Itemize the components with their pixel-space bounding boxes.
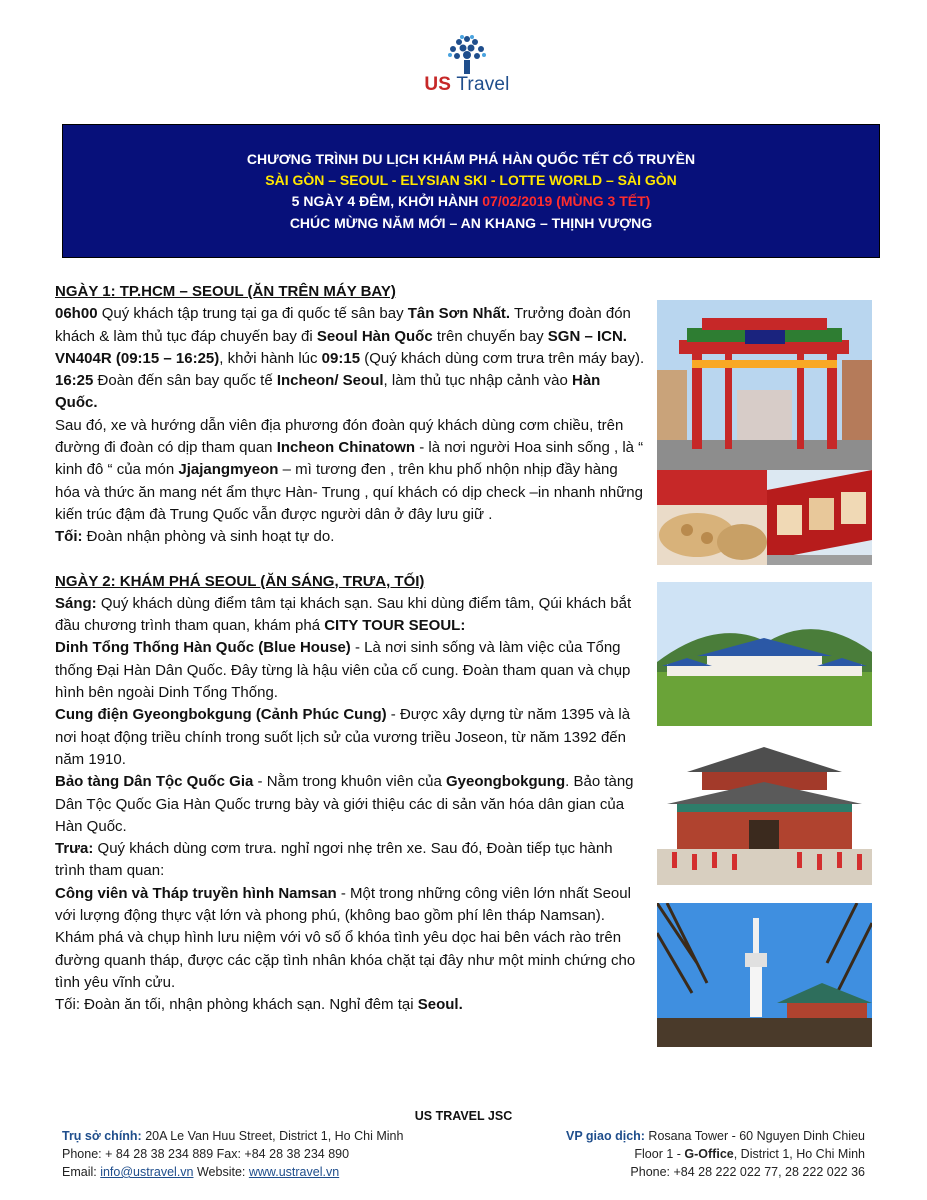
branch-office-phone: Phone: +84 28 222 022 77, 28 222 022 36 — [630, 1165, 865, 1179]
day2-paragraph-3: Cung điện Gyeongbokgung (Cảnh Phúc Cung) - Được xây dựng từ năm 1395 và là nơi hoạt động triều chính trong suốt lịch sử của vương triều Joseon, từ năm 1392 đến năm 1910. — [55, 706, 631, 768]
website-link[interactable]: www.ustravel.vn — [248, 1165, 340, 1179]
blue-house-photo — [657, 582, 872, 726]
day1-paragraph-2: 16:25 Đoàn đến sân bay quốc tế Incheon/ Seoul, làm thủ tục nhập cảnh vào Hàn Quốc. — [55, 372, 601, 412]
day2-paragraph-2: Dinh Tổng Thống Hàn Quốc (Blue House) - Là nơi sinh sống và làm việc của Tổng thống Đại Hàn Dân Quốc. Đây từng là hậu viên của cố cung. Đoàn tham quan và chụp hình bên ngoài Dinh Tổng Thống. — [55, 639, 631, 702]
day2-paragraph-7: Khám phá và chụp hình lưu niệm với vô số ổ khóa tình yêu dọc hai bên vách rào trên đường quanh tháp, được các cặp tình nhân khóa chặt tại đây như một minh chứng cho tình yêu vĩnh cửu. — [55, 929, 636, 991]
us-travel-logo — [412, 32, 522, 102]
day2-paragraph-5: Trưa: Quý khách dùng cơm trưa. nghỉ ngơi nhẹ trên xe. Sau đó, Đoàn tiếp tục hành trình tham quan: — [55, 840, 613, 880]
day1-paragraph-1: 06h00 Quý khách tập trung tại ga đi quốc tế sân bay Tân Sơn Nhất. Trưởng đoàn đón khách & làm thủ tục đáp chuyến bay đi Seoul Hàn Quốc trên chuyến bay SGN – ICN. VN404R (09:15 – 16:25), khởi hành lúc 09:15 (Quý khách dùng cơm trưa trên máy bay). — [55, 305, 645, 367]
branch-office-info: VP giao dịch: Rosana Tower - 60 Nguyen Dinh Chieu Floor 1 - G-Office, District 1, Ho Chi Minh Phone: +84 28 222 022 77, 28 222 022 36 — [566, 1129, 865, 1179]
head-office-info: Trụ sở chính: 20A Le Van Huu Street, District 1, Ho Chi Minh Phone: + 84 28 38 234 889 Fax: +84 28 38 234 890 Email: info@ustravel.vn Website: www.ustravel.vn — [62, 1129, 404, 1179]
departure-date: 07/02/2019 (MÙNG 3 TẾT) — [482, 193, 651, 209]
day2-paragraph-4: Bảo tàng Dân Tộc Quốc Gia - Nằm trong khuôn viên của Gyeongbokgung. Bảo tàng Dân Tộc Quốc Gia Hàn Quốc trưng bày và giới thiệu các di sản văn hóa dân gian của Hàn Quốc. — [55, 773, 634, 835]
jjajangmyeon-food-photo — [657, 470, 767, 565]
banner-line-1: CHƯƠNG TRÌNH DU LỊCH KHÁM PHÁ HÀN QUỐC TẾT CỔ TRUYỀN — [246, 151, 696, 167]
gyeongbokgung-palace-photo — [657, 742, 872, 885]
chinatown-street-photo — [767, 470, 872, 565]
day1-paragraph-4: Tối: Đoàn nhận phòng và sinh hoạt tự do. — [55, 528, 335, 546]
day1-paragraph-3: Sau đó, xe và hướng dẫn viên địa phương đón đoàn quý khách dùng cơm chiều, trên đường đi đoàn có dịp tham quan Incheon Chinatown - là nơi người Hoa sinh sống , là “ kinh đô “ của món Jjajangmyeon – mì tương đen , trên khu phố nhộn nhịp đầy hàng hóa và thức ăn mang nét ẩm thực Hàn- Trung , quí khách có dịp check –in nhanh những kiến trúc đậm đà Trung Quốc vẫn được người dân ở đây lưu giữ . — [55, 416, 644, 523]
itinerary-content — [55, 281, 645, 1017]
day2-paragraph-1: Sáng: Quý khách dùng điểm tâm tại khách sạn. Sau khi dùng điểm tâm, Qúi khách bắt đầu chương trình tham quan, khám phá CITY TOUR SEOUL: — [55, 594, 632, 635]
day2-paragraph-6: Công viên và Tháp truyền hình Namsan - Một trong những công viên lớn nhất Seoul với lượng động thực vật lớn và phong phú, (không bao gồm phí lên tháp Namsan). — [55, 884, 631, 925]
banner-greeting: CHÚC MỪNG NĂM MỚI – AN KHANG – THỊNH VƯỢNG — [289, 215, 653, 231]
banner-route: SÀI GÒN – SEOUL - ELYSIAN SKI - LOTTE WORLD – SÀI GÒN — [265, 172, 677, 188]
chinatown-gate-photo — [657, 300, 872, 470]
head-office-phone: Phone: + 84 28 38 234 889 Fax: +84 28 38 234 890 — [62, 1147, 350, 1161]
email-link[interactable]: info@ustravel.vn — [100, 1165, 194, 1179]
company-name: US TRAVEL JSC — [414, 1109, 513, 1123]
tour-title-banner — [62, 124, 880, 258]
day2-heading: NGÀY 2: KHÁM PHÁ SEOUL (ĂN SÁNG, TRƯA, TỐI) — [55, 572, 425, 590]
banner-duration: 5 NGÀY 4 ĐÊM, KHỞI HÀNH 07/02/2019 (MÙNG 3 TẾT) — [291, 193, 651, 209]
day1-heading: NGÀY 1: TP.HCM – SEOUL (ĂN TRÊN MÁY BAY) — [55, 283, 396, 300]
namsan-tower-photo — [657, 903, 872, 1047]
day2-paragraph-8: Tối: Đoàn ăn tối, nhận phòng khách sạn. Nghỉ đêm tại Seoul. — [55, 996, 463, 1014]
logo-text: US Travel — [424, 74, 510, 95]
tree-logo-icon — [445, 32, 489, 76]
